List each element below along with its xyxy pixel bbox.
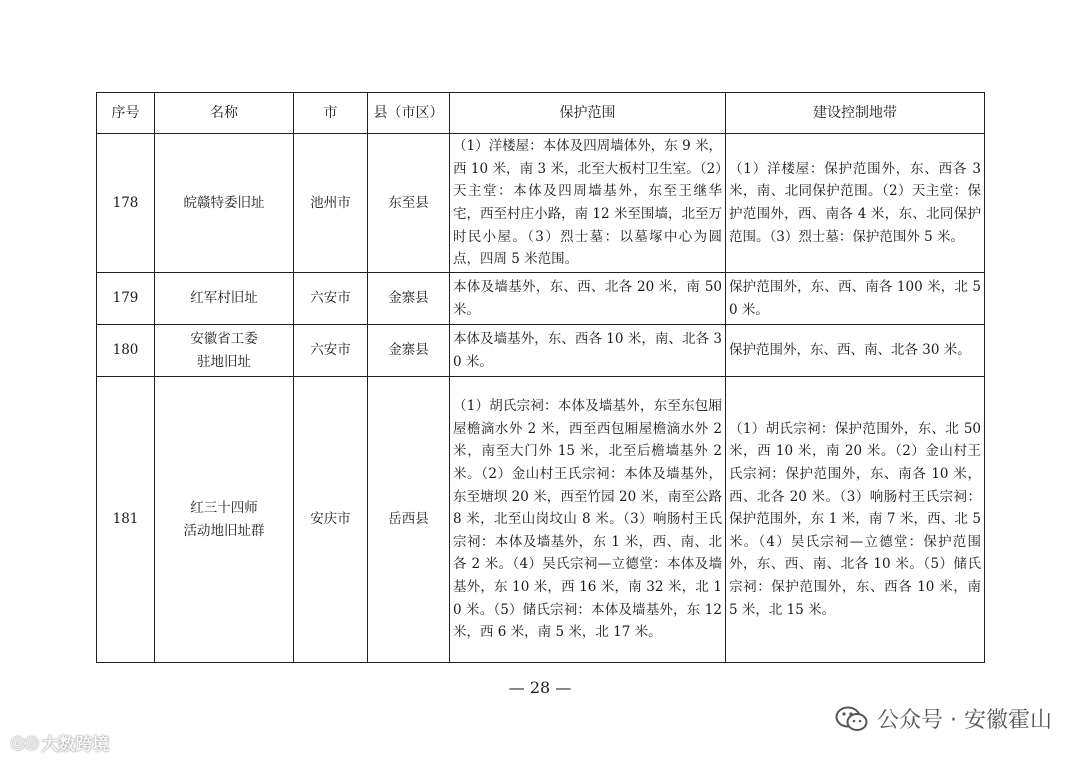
page-number: — 28 —: [508, 678, 572, 697]
row-control-zone: 保护范围外，东、西、南、北各 30 米。: [726, 325, 985, 377]
row-city: 六安市: [294, 273, 368, 325]
table-row: [97, 377, 985, 663]
table-row: [97, 134, 985, 273]
row-county: 金寨县: [368, 273, 450, 325]
row-county: 金寨县: [368, 325, 450, 377]
table-row: [97, 325, 985, 377]
row-serial-number: 180: [97, 325, 155, 377]
heritage-protection-table: [96, 92, 985, 663]
row-serial-number: 181: [97, 377, 155, 663]
wechat-icon: [835, 705, 869, 733]
row-county: 东至县: [368, 134, 450, 273]
row-protection-scope: 本体及墙基外，东、西各 10 米，南、北各 30 米。: [450, 325, 726, 377]
watermark-logo-icon: ◎◎: [10, 732, 38, 753]
table-row: [97, 273, 985, 325]
table-header-row: [97, 93, 985, 134]
row-site-name: 红军村旧址: [155, 273, 294, 325]
row-site-name: [155, 325, 294, 377]
header-name: 名称: [155, 93, 294, 134]
row-city: 安庆市: [294, 377, 368, 663]
row-site-name: 皖赣特委旧址: [155, 134, 294, 273]
row-protection-scope: 本体及墙基外，东、西、北各 20 米，南 50 米。: [450, 273, 726, 325]
row-county: 岳西县: [368, 377, 450, 663]
row-protection-scope: （1）洋楼屋：本体及四周墙体外，东 9 米，西 10 米，南 3 米，北至大板村卫生室。（2）天主堂：本体及四周墙基外，东至王继华宅，西至村庄小路，南 12 米至围墙，北至万时民小屋。（3）烈士墓：以墓塚中心为圆点，四周 5 米范围。: [450, 134, 726, 273]
row-control-zone: （1）胡氏宗祠：保护范围外，东、北 50 米，西 10 米，南 20 米。（2）金山村王氏宗祠：保护范围外，东、南各 10 米，西、北各 20 米。（3）响肠村王氏宗祠：保护范围外，东 1 米，南 7 米，西、北 5 米。（4）吴氏宗祠—立德堂：保护范围外，东、西、南、北各 10 米。（5）储氏宗祠：保护范围外，东、西各 10 米，南 5 米，北 15 米。: [726, 377, 985, 663]
row-site-name-line: 驻地旧址: [197, 353, 251, 370]
row-control-zone: 保护范围外，东、西、南各 100 米，北 50 米。: [726, 273, 985, 325]
row-serial-number: 178: [97, 134, 155, 273]
header-county: 县（市区）: [368, 93, 450, 134]
row-serial-number: 179: [97, 273, 155, 325]
watermark-left-text: 大数跨境: [41, 735, 110, 755]
row-city: 六安市: [294, 325, 368, 377]
header-construction-control-zone: 建设控制地带: [726, 93, 985, 134]
header-protection-scope: 保护范围: [450, 93, 726, 134]
row-site-name: [155, 377, 294, 663]
watermark-left: [10, 730, 109, 755]
watermark-right-text: 公众号 · 安徽霍山: [877, 708, 1052, 733]
header-city: 市: [294, 93, 368, 134]
row-site-name-line: 活动地旧址群: [183, 522, 265, 539]
watermark-right: [835, 703, 1052, 734]
row-protection-scope: （1）胡氏宗祠：本体及墙基外，东至东包厢屋檐滴水外 2 米，西至西包厢屋檐滴水外 2 米，南至大门外 15 米，北至后檐墙基外 2 米。（2）金山村王氏宗祠：本体及墙基外，东至塘坝 20 米，西至竹园 20 米，南至公路 8 米，北至山岗坟山 8 米。（3）响肠村王氏宗祠：本体及墙基外，东 1 米，西、南、北各 2 米。（4）吴氏宗祠—立德堂：本体及墙基外，东 10 米，西 16 米，南 32 米，北 10 米。（5）储氏宗祠：本体及墙基外，东 12 米，西 6 米，南 5 米，北 17 米。: [450, 377, 726, 663]
header-serial-number: 序号: [97, 93, 155, 134]
row-city: 池州市: [294, 134, 368, 273]
row-site-name-line: 红三十四师: [190, 499, 258, 516]
row-control-zone: （1）洋楼屋：保护范围外，东、西各 3 米，南、北同保护范围。（2）天主堂：保护范围外，西、南各 4 米，东、北同保护范围。（3）烈士墓：保护范围外 5 米。: [726, 134, 985, 273]
row-site-name-line: 安徽省工委: [190, 330, 258, 347]
